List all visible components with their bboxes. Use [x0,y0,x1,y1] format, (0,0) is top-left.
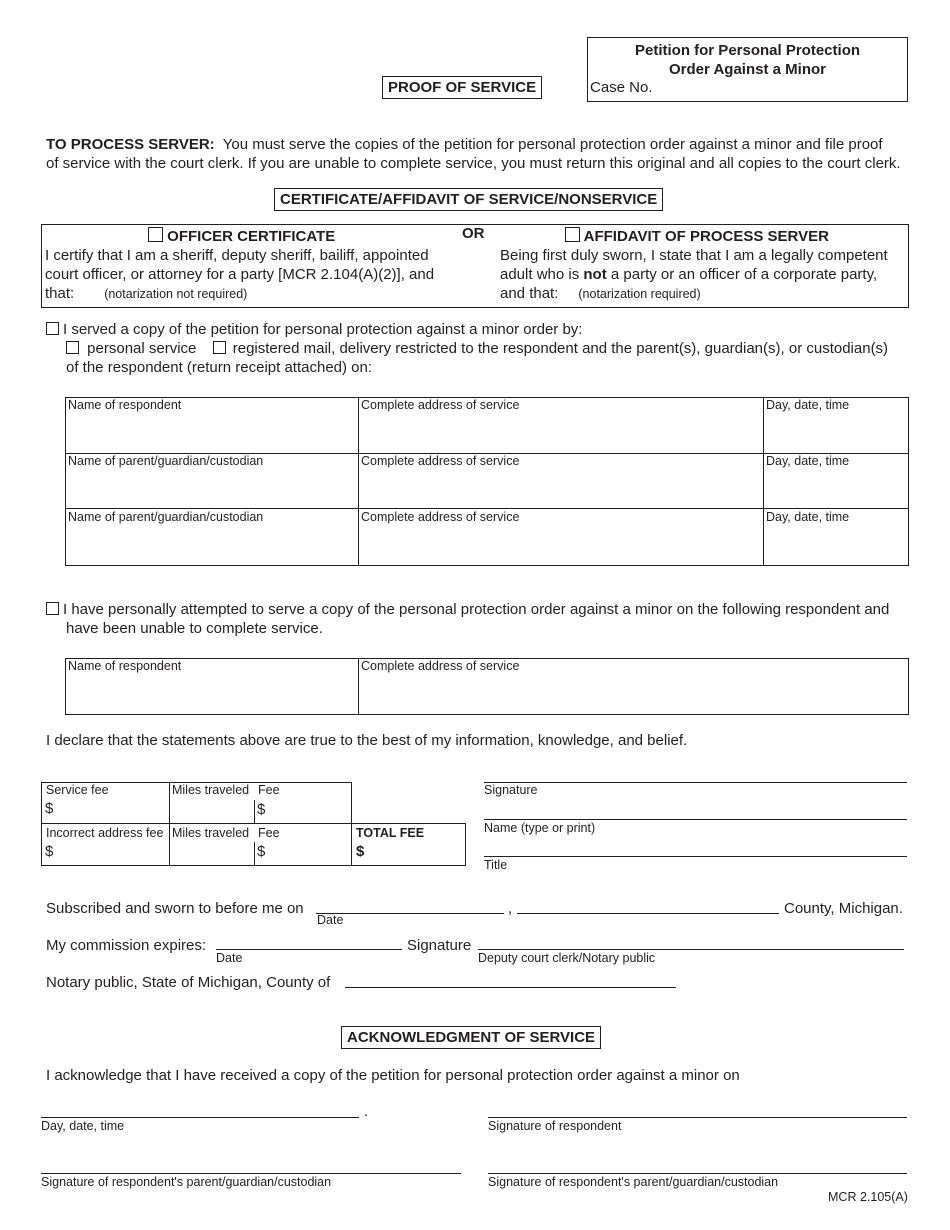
nonservice-name-cell[interactable]: Name of respondent [68,659,182,673]
nonservice-address-cell[interactable]: Complete address of service [361,659,520,673]
respondent-time-cell[interactable]: Day, date, time [766,398,850,412]
notary-county-line[interactable] [345,987,676,988]
fee-label-2: Fee [258,826,280,840]
incorrect-address-fee-field[interactable]: $ [45,843,54,860]
respondent-address-cell[interactable]: Complete address of service [361,398,520,412]
officer-certificate-checkbox[interactable] [148,227,163,242]
affidavit-checkbox[interactable] [565,227,580,242]
parent2-time-cell[interactable]: Day, date, time [766,510,850,524]
commission-date-line[interactable] [216,949,402,950]
parent1-address-cell[interactable]: Complete address of service [361,454,520,468]
subscribed-date-line[interactable] [316,913,504,914]
served-section: I served a copy of the petition for personal protection against a minor order by: personal service registered mail, delivery restricted to the respondent and the parent(s), guardian(s), or custodian(s) of the respondent (return receipt attached) on: [46,320,916,377]
form-title: Petition for Personal Protection Order Against a Minor [634,42,861,78]
acknowledgment-heading: ACKNOWLEDGMENT OF SERVICE [341,1026,601,1049]
parent-signature-line-2[interactable] [488,1173,907,1174]
signature-label: Signature [484,783,538,797]
parent1-time-cell[interactable]: Day, date, time [766,454,850,468]
form-title-box [587,37,908,102]
registered-mail-checkbox[interactable] [213,341,226,354]
miles-traveled-label: Miles traveled [172,783,250,797]
respondent-signature-label: Signature of respondent [488,1119,622,1133]
acknowledgment-text: I acknowledge that I have received a copy of the petition for personal protection order against a minor on [46,1067,740,1084]
commission-date-label: Date [216,951,243,965]
parent2-name-cell[interactable]: Name of parent/guardian/custodian [68,510,264,524]
total-fee-label: TOTAL FEE [356,826,425,840]
name-line[interactable] [484,819,907,820]
service-fee-field[interactable]: $ [45,800,54,817]
miles-traveled-label-2: Miles traveled [172,826,250,840]
or-label: OR [462,225,485,242]
officer-certificate-option: OFFICER CERTIFICATE [148,227,335,246]
notary-signature-line[interactable] [478,949,904,950]
proof-of-service-heading: PROOF OF SERVICE [382,76,542,99]
miles-fee-field[interactable]: $ [257,801,266,818]
parent-signature-line-1[interactable] [41,1173,461,1174]
respondent-name-cell[interactable]: Name of respondent [68,398,182,412]
served-checkbox[interactable] [46,322,59,335]
affidavit-text: Being first duly sworn, I state that I am a legally competent adult who is not a party or an officer of a corporate party, and that: (notarization required) [500,247,888,302]
case-no-label: Case No. [590,79,653,96]
signature-line[interactable] [484,782,907,783]
parent1-name-cell[interactable]: Name of parent/guardian/custodian [68,454,264,468]
total-fee-field[interactable]: $ [356,843,365,860]
subscribed-county-line[interactable] [517,913,779,914]
notary-county-text: Notary public, State of Michigan, County of [46,974,331,991]
service-table [65,397,909,566]
commission-expires-text: My commission expires: [46,937,207,954]
respondent-signature-line[interactable] [488,1117,907,1118]
ack-date-line[interactable] [41,1117,359,1118]
ack-period: . [364,1103,369,1120]
deputy-label: Deputy court clerk/Notary public [478,951,656,965]
process-server-instructions: TO PROCESS SERVER: You must serve the copies of the petition for personal protection order against a minor and file proof of service with the court clerk. If you are unable to complete service, you must return this original and all copies to the court clerk. [46,136,901,172]
subscribed-text: Subscribed and sworn to before me on [46,900,304,917]
incorrect-address-fee-label: Incorrect address fee [46,826,164,840]
service-fee-label: Service fee [46,783,109,797]
subscribed-date-label: Date [317,913,344,927]
declaration-text: I declare that the statements above are true to the best of my information, knowledge, and belief. [46,732,688,749]
affidavit-option: AFFIDAVIT OF PROCESS SERVER [565,227,829,246]
form-number: MCR 2.105(A) [828,1190,908,1204]
county-michigan-text: County, Michigan. [784,900,903,917]
attempted-checkbox[interactable] [46,602,59,615]
subscribed-comma: , [508,900,513,917]
fee-label: Fee [258,783,280,797]
title-label: Title [484,858,508,872]
parent-signature-label-1: Signature of respondent's parent/guardian/custodian [41,1175,332,1189]
parent2-address-cell[interactable]: Complete address of service [361,510,520,524]
name-label: Name (type or print) [484,821,596,835]
attempted-section: I have personally attempted to serve a copy of the personal protection order against a minor on the following respondent and have been unable to complete service. [46,600,916,638]
title-line[interactable] [484,856,907,857]
miles-fee-field-2[interactable]: $ [257,843,266,860]
officer-certificate-text: I certify that I am a sheriff, deputy sheriff, bailiff, appointed court officer, or attorney for a party [MCR 2.104(A)(2)], and that: (notarization not required) [45,247,435,302]
personal-service-checkbox[interactable] [66,341,79,354]
notary-signature-text: Signature [407,937,472,954]
certificate-heading: CERTIFICATE/AFFIDAVIT OF SERVICE/NONSERVICE [274,188,663,211]
parent-signature-label-2: Signature of respondent's parent/guardian/custodian [488,1175,779,1189]
ack-date-label: Day, date, time [41,1119,125,1133]
